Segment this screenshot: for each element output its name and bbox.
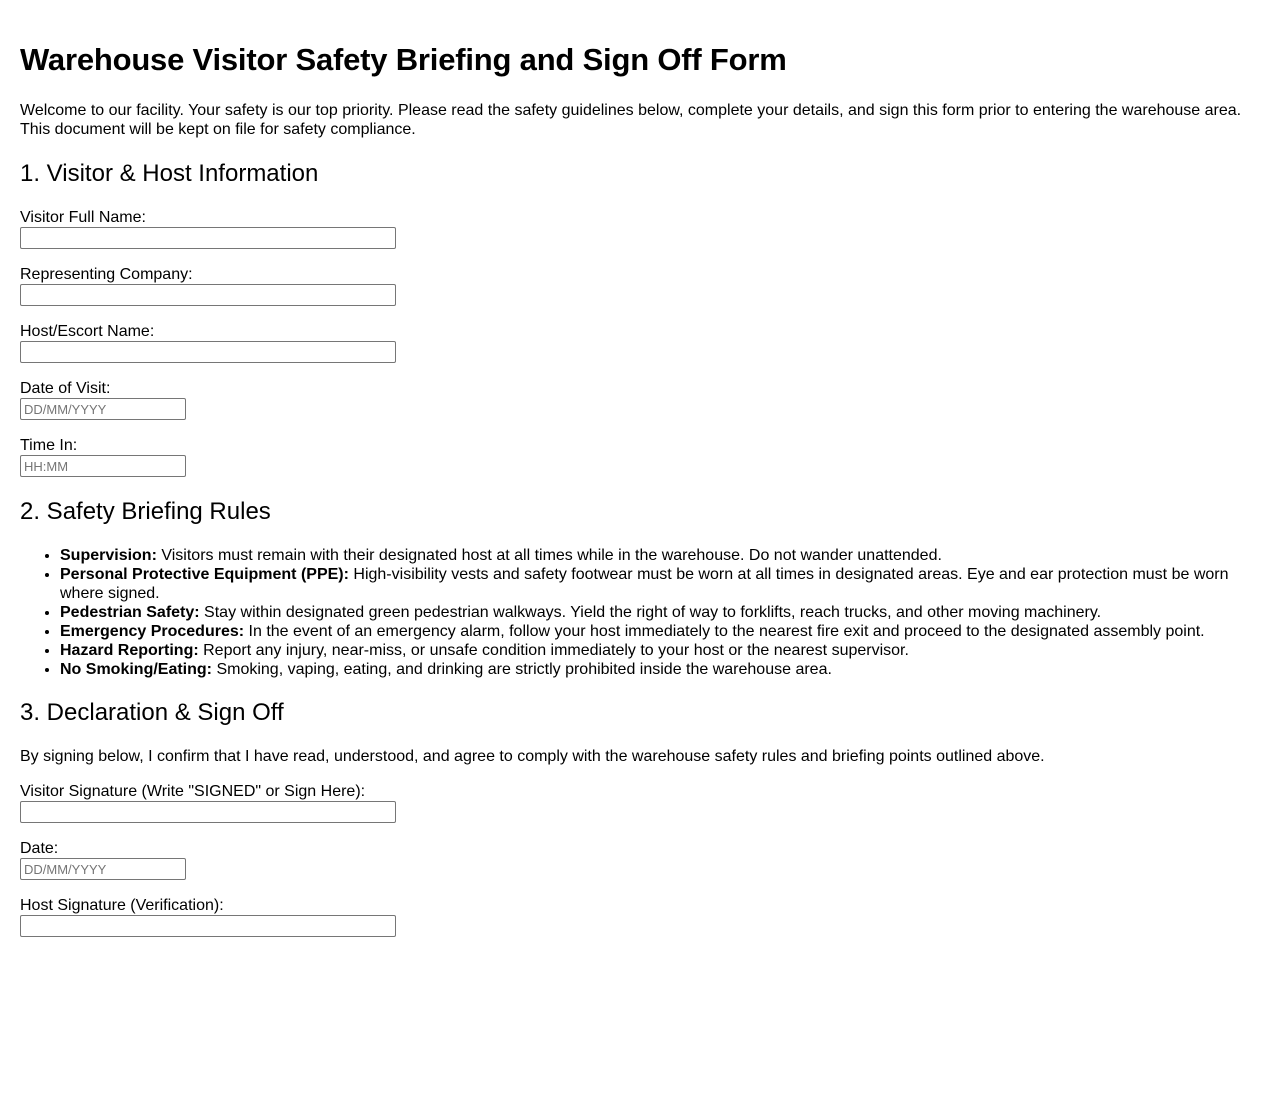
rule-text: Report any injury, near-miss, or unsafe condition immediately to your host or the nearest supervisor. bbox=[198, 642, 909, 659]
intro-text: Welcome to our facility. Your safety is our top priority. Please read the safety guidelines below, complete your details, and sign this form prior to entering the warehouse area. This document will be kept on file for safety compliance. bbox=[20, 102, 1242, 138]
rule-text: Smoking, vaping, eating, and drinking are strictly prohibited inside the warehouse area. bbox=[212, 661, 832, 678]
rule-item-no-smoking bbox=[60, 660, 1260, 679]
section-heading-declaration: 3. Declaration & Sign Off bbox=[20, 699, 284, 726]
rule-text: Stay within designated green pedestrian walkways. Yield the right of way to forklifts, reach trucks, and other moving machinery. bbox=[199, 604, 1102, 621]
visitor-signature-label: Visitor Signature (Write "SIGNED" or Sign Here): bbox=[20, 783, 366, 800]
host-name-input[interactable] bbox=[20, 341, 396, 363]
section-heading-safety-rules: 2. Safety Briefing Rules bbox=[20, 498, 271, 525]
rule-item-hazard-reporting bbox=[60, 641, 1260, 660]
time-in-label: Time In: bbox=[20, 437, 78, 454]
rule-text: Visitors must remain with their designated host at all times while in the warehouse. Do not wander unattended. bbox=[156, 547, 942, 564]
rule-item-pedestrian-safety bbox=[60, 603, 1260, 622]
rule-item-emergency bbox=[60, 622, 1260, 641]
visitor-name-input[interactable] bbox=[20, 227, 396, 249]
visit-date-label: Date of Visit: bbox=[20, 380, 111, 397]
visit-date-input[interactable] bbox=[20, 398, 186, 420]
rule-title: Pedestrian Safety: bbox=[60, 604, 200, 621]
declaration-text: By signing below, I confirm that I have read, understood, and agree to comply with the warehouse safety rules and briefing points outlined above. bbox=[20, 748, 1045, 765]
safety-rules-list bbox=[20, 546, 1260, 679]
company-input[interactable] bbox=[20, 284, 396, 306]
time-in-input[interactable] bbox=[20, 455, 186, 477]
sign-date-input[interactable] bbox=[20, 858, 186, 880]
rule-title: Emergency Procedures: bbox=[60, 623, 245, 640]
visitor-name-label: Visitor Full Name: bbox=[20, 209, 146, 226]
host-signature-input[interactable] bbox=[20, 915, 396, 937]
rule-title: Hazard Reporting: bbox=[60, 642, 199, 659]
rule-text: In the event of an emergency alarm, follow your host immediately to the nearest fire exit and proceed to the designated assembly point. bbox=[244, 623, 1205, 640]
page-title: Warehouse Visitor Safety Briefing and Sign Off Form bbox=[20, 42, 787, 77]
visitor-signature-input[interactable] bbox=[20, 801, 396, 823]
rule-text: High-visibility vests and safety footwear must be worn at all times in designated areas. Eye and ear protection must be worn where signed. bbox=[60, 566, 1229, 602]
rule-title: Supervision: bbox=[60, 547, 157, 564]
company-label: Representing Company: bbox=[20, 266, 193, 283]
rule-title: No Smoking/Eating: bbox=[60, 661, 212, 678]
sign-date-label: Date: bbox=[20, 840, 59, 857]
section-heading-visitor-info: 1. Visitor & Host Information bbox=[20, 160, 319, 187]
rule-title: Personal Protective Equipment (PPE): bbox=[60, 566, 349, 583]
rule-item-supervision bbox=[60, 546, 1260, 565]
rule-item-ppe bbox=[60, 565, 1260, 603]
host-name-label: Host/Escort Name: bbox=[20, 323, 155, 340]
host-signature-label: Host Signature (Verification): bbox=[20, 897, 224, 914]
